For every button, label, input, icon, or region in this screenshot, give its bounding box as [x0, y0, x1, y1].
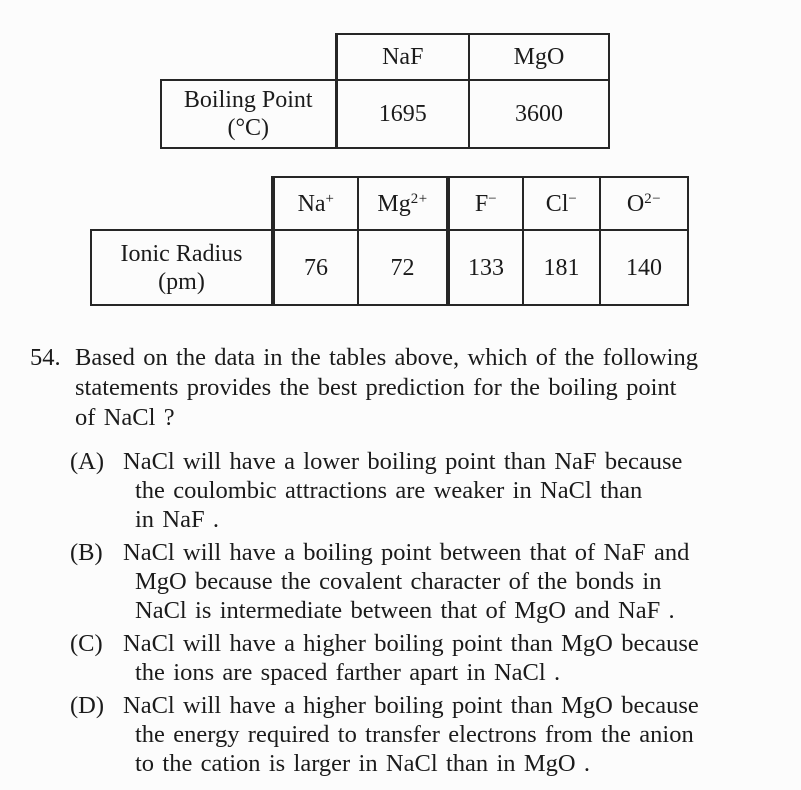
option-line: to the cation is larger in NaCl than in MgO .	[135, 750, 591, 777]
question-line: Based on the data in the tables above, which of the following	[75, 344, 698, 371]
option-d-label: (D)	[70, 692, 105, 719]
option-line: MgO because the covalent character of the bonds in	[135, 568, 662, 595]
option-line: the energy required to transfer electrons from the anion	[135, 721, 694, 748]
question-line: statements provides the best prediction for the boiling point	[75, 374, 677, 401]
ionic-radius-row-header-line2: (pm)	[158, 268, 205, 295]
ion-col-cl: Cl−	[523, 177, 600, 230]
ionic-radius-value-f: 133	[448, 230, 523, 305]
ionic-radius-value-mg: 72	[358, 230, 448, 305]
ion-col-na: Na+	[273, 177, 358, 230]
option-line: the coulombic attractions are weaker in NaCl than	[135, 477, 643, 504]
boiling-point-value-naf: 1695	[336, 80, 469, 148]
boiling-point-col-mgo: MgO	[469, 34, 609, 80]
option-d-text	[123, 691, 801, 778]
option-c-text	[123, 629, 801, 687]
ionic-radius-table-corner-cell	[91, 177, 273, 230]
option-line: the ions are spaced farther apart in NaCl .	[135, 659, 561, 686]
option-a	[70, 447, 801, 534]
question-number: 54.	[30, 344, 61, 371]
option-c	[70, 629, 801, 687]
ionic-radius-value-o: 140	[600, 230, 688, 305]
option-a-label: (A)	[70, 448, 105, 475]
boiling-point-col-naf: NaF	[336, 34, 469, 80]
boiling-point-row-header-line2: (°C)	[227, 115, 270, 141]
ionic-radius-table-wrap	[0, 149, 801, 306]
option-line: in NaF .	[135, 506, 220, 533]
option-b	[70, 538, 801, 625]
ion-col-f: F−	[448, 177, 523, 230]
question-text	[75, 343, 773, 433]
option-line: NaCl will have a lower boiling point than NaF because	[123, 448, 683, 475]
ion-col-o: $O^{2-}$	[600, 177, 688, 230]
ionic-radius-row-header	[91, 230, 273, 305]
option-d	[70, 691, 801, 778]
question-54	[0, 306, 801, 433]
answer-options	[0, 433, 801, 778]
ionic-radius-value-cl: 181	[523, 230, 600, 305]
option-a-text	[123, 447, 801, 534]
option-line: NaCl is intermediate between that of MgO and NaF .	[135, 597, 675, 624]
question-line: of NaCl ?	[75, 404, 175, 431]
option-c-label: (C)	[70, 630, 103, 657]
option-b-label: (B)	[70, 539, 103, 566]
ion-col-mg: $Mg^{2+}$	[358, 177, 448, 230]
ionic-radius-table	[90, 176, 689, 306]
boiling-point-table-wrap	[0, 0, 801, 149]
option-line: NaCl will have a higher boiling point than MgO because	[123, 630, 699, 657]
boiling-point-row-header	[161, 80, 336, 148]
ionic-radius-value-na: 76	[273, 230, 358, 305]
boiling-point-table-corner-cell	[161, 34, 336, 80]
ionic-radius-row-header-line1: Ionic Radius	[120, 240, 243, 267]
option-line: NaCl will have a higher boiling point than MgO because	[123, 692, 699, 719]
boiling-point-row-header-line1: Boiling Point	[183, 87, 313, 113]
option-b-text	[123, 538, 801, 625]
boiling-point-table	[160, 33, 610, 149]
option-line: NaCl will have a boiling point between that of NaF and	[123, 539, 690, 566]
boiling-point-value-mgo: 3600	[469, 80, 609, 148]
